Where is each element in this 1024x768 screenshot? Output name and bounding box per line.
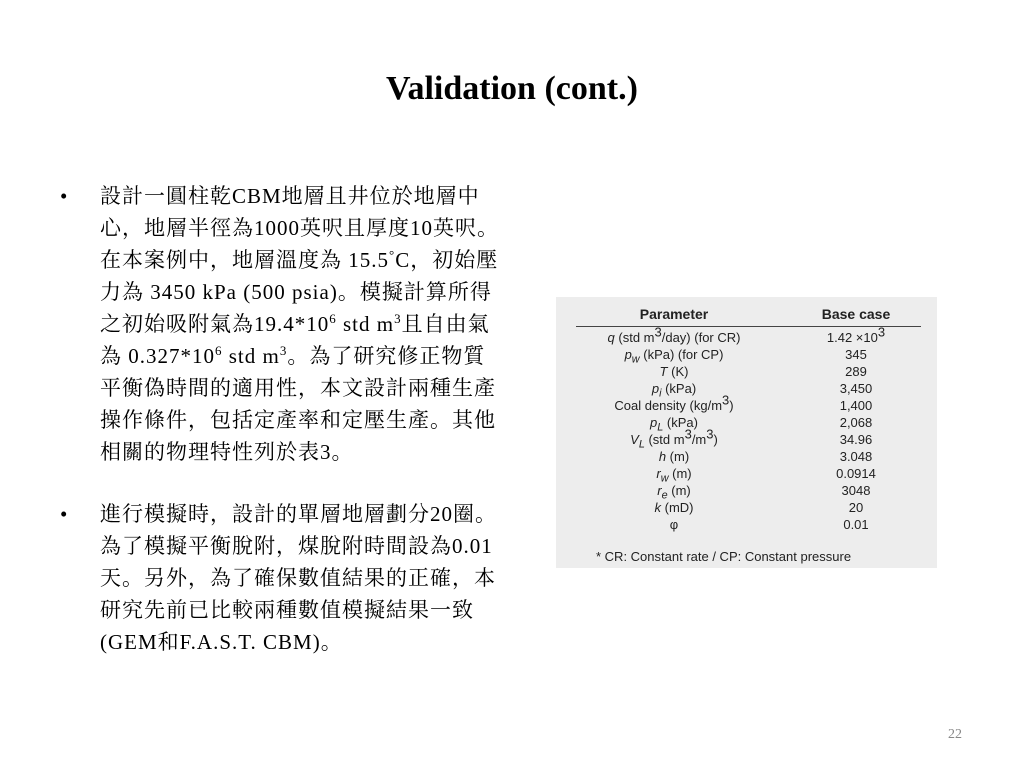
- cell-value: 1,400: [839, 398, 873, 413]
- cell-parameter: $r_e$ (m): [657, 483, 691, 502]
- table-row: [556, 448, 937, 465]
- cell-value: 3048: [841, 483, 871, 498]
- bullet-list: [60, 180, 500, 658]
- table-row: [556, 516, 937, 533]
- table-row: [556, 363, 937, 380]
- cell-value: 0.01: [843, 517, 869, 532]
- cell-value: 34.96: [839, 432, 873, 447]
- cell-parameter: $p_L$ (kPa): [650, 415, 698, 434]
- cell-parameter: h (m): [658, 449, 690, 464]
- cell-value: 345: [845, 347, 867, 362]
- cell-parameter: Coal density $(kg/m^3)$: [614, 392, 734, 413]
- table-row: [556, 380, 937, 400]
- table-row: [556, 392, 937, 414]
- slide-title: Validation (cont.): [386, 70, 638, 107]
- table-row: [556, 324, 937, 346]
- cell-parameter: T (K): [659, 364, 689, 379]
- table-row: [556, 482, 937, 502]
- cell-parameter: $p_i$ (kPa): [651, 381, 697, 400]
- table-row: [556, 414, 937, 434]
- table-footnote: * CR: Constant rate / CP: Constant pressure: [596, 549, 852, 564]
- parameter-table: [556, 297, 937, 568]
- cell-parameter: k (mD): [654, 500, 694, 515]
- table-row: [556, 499, 937, 516]
- cell-value: 0.0914: [836, 466, 876, 481]
- table-row: [556, 465, 937, 485]
- bullet-dot-icon: •: [60, 184, 69, 208]
- page-number: 22: [948, 727, 962, 742]
- bullet-dot-icon: •: [60, 502, 69, 526]
- cell-value: $1.42 \times 10^3$: [826, 324, 886, 345]
- cell-parameter: $p_w$ (kPa) (for CP): [624, 347, 724, 366]
- cell-parameter: q (std $m^3/day$) (for CR): [607, 324, 741, 345]
- cell-value: 3.048: [839, 449, 873, 464]
- header-base-case: Base case: [821, 306, 891, 322]
- table-header-row: [556, 306, 937, 323]
- cell-parameter: $r_w$ (m): [656, 466, 692, 485]
- cell-value: 3,450: [839, 381, 873, 396]
- bullet-text: 進行模擬時，設計的單層地層劃分20圈。為了模擬平衡脫附，煤脫附時間設為0.01天。另外，為了確保數值結果的正確，本研究先前已比較兩種數值模擬結果一致(GEM和F.A.S.T. CBM)。: [100, 502, 497, 654]
- cell-value: 289: [845, 364, 867, 379]
- bullet-item: [60, 180, 500, 468]
- header-parameter: Parameter: [639, 306, 709, 322]
- bullet-text: 設計一圓柱乾CBM地層且井位於地層中心，地層半徑為1000英呎且厚度10英呎。在本案例中，地層溫度為 15.5°C，初始壓力為 3450 kPa (500 psia)。模擬計算所得之初始吸附氣為$19.4*10^6$ std $m^3$且自由氣為 $0.327*10^6$ std $m^3$。為了研究修正物質平衡偽時間的適用性，本文設計兩種生產操作條件，包括定產率和定壓生產。其他相關的物理特性列於表3。: [100, 184, 499, 464]
- cell-value: 2,068: [839, 415, 873, 430]
- bullet-item: [60, 498, 500, 658]
- cell-parameter: φ: [669, 517, 679, 532]
- cell-value: 20: [848, 500, 864, 515]
- cell-parameter: $V_L$ (std $m^3/m^3$): [630, 426, 718, 451]
- table-row: [556, 346, 937, 366]
- table-row: [556, 426, 937, 451]
- table-divider: [576, 326, 921, 327]
